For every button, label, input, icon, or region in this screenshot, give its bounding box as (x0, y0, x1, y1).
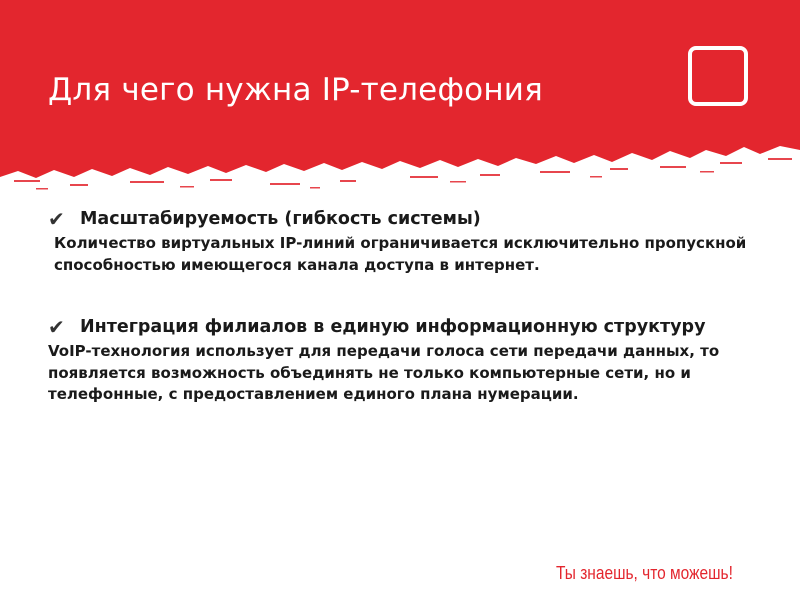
brand-slogan: Ты знаешь, что можешь! (556, 563, 733, 583)
bullet-description-scalability: Количество виртуальных IP-линий ограничивается исключительно пропускной способностью имеющегося канала доступа в интернет. (54, 234, 747, 274)
bullet-heading-integration (48, 316, 748, 338)
bullet-heading-scalability (48, 208, 748, 230)
slide-title: Для чего нужна IP-телефония (48, 72, 543, 108)
checkmark-icon: ✔ (48, 207, 65, 231)
bullet-description-integration: VoIP-технология использует для передачи голоса сети передачи данных, то появляется возможность объединять не только компьютерные сети, но и телефонные, с предоставлением единого плана нумерации. (48, 342, 720, 403)
logo-square-icon (688, 46, 748, 106)
checkmark-icon: ✔ (48, 315, 65, 339)
slide-content (48, 208, 748, 406)
bullet-heading-text: Интеграция филиалов в единую информационную структуру (80, 317, 706, 337)
red-header-banner (0, 0, 800, 200)
bullet-heading-text: Масштабируемость (гибкость системы) (80, 209, 481, 229)
